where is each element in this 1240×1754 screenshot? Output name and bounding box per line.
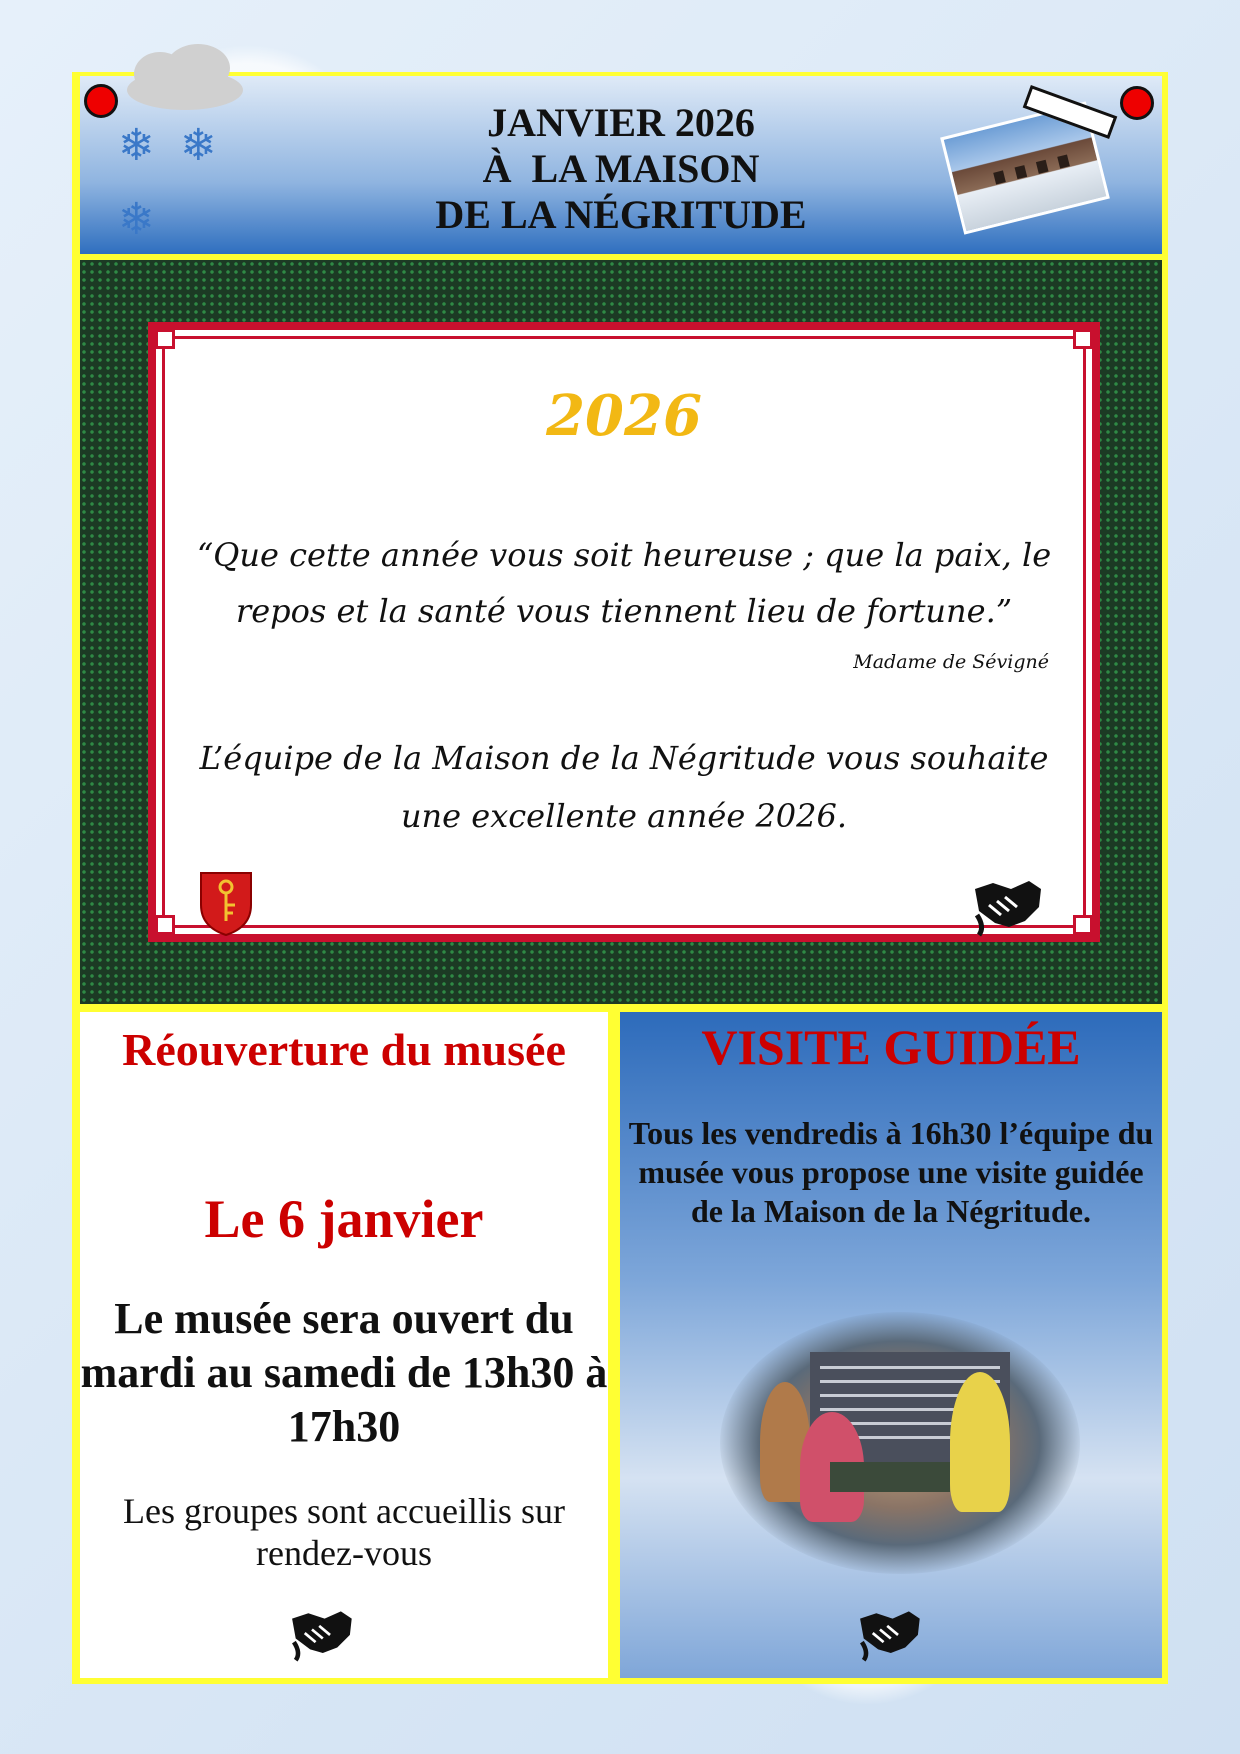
cloud-icon (120, 42, 250, 114)
title-line-3: DE LA NÉGRITUDE (435, 192, 807, 237)
title-line-1: JANVIER 2026 (487, 100, 755, 145)
guided-tour-photo (720, 1312, 1080, 1574)
card-year: 2026 (546, 383, 702, 449)
card-quote: “Que cette année vous soit heureuse ; que la paix, le repos et la santé vous tiennent lieu de fortune.” (196, 536, 1052, 630)
snowflake-icon: ❄ (118, 120, 155, 171)
pin-icon (1120, 86, 1154, 120)
shield-key-icon (199, 871, 253, 937)
guided-tour-panel (620, 1012, 1162, 1678)
reopening-title: Réouverture du musée (122, 1024, 566, 1075)
snowflake-icon: ❄ (180, 120, 217, 171)
greeting-card (148, 322, 1100, 942)
guided-tour-text: Tous les vendredis à 16h30 l’équipe du musée vous propose une visite guidée de la Maison de la Négritude. (628, 1115, 1154, 1229)
card-wish: L’équipe de la Maison de la Négritude vous souhaite une excellente année 2026. (199, 739, 1049, 835)
handshake-icon (288, 1606, 354, 1662)
pin-icon (84, 84, 118, 118)
guided-tour-title: VISITE GUIDÉE (701, 1019, 1081, 1075)
card-author: Madame de Sévigné (853, 651, 1049, 673)
snowflake-icon: ❄ (118, 194, 155, 245)
handshake-icon (856, 1606, 922, 1662)
opening-hours: Le musée sera ouvert du mardi au samedi de 13h30 à 17h30 (80, 1294, 608, 1451)
reopening-date: Le 6 janvier (204, 1189, 484, 1249)
handshake-icon (971, 875, 1043, 937)
groups-info: Les groupes sont accueillis sur rendez-vous (123, 1491, 565, 1573)
title-line-2: À LA MAISON (482, 146, 760, 191)
reopening-panel (80, 1012, 608, 1678)
